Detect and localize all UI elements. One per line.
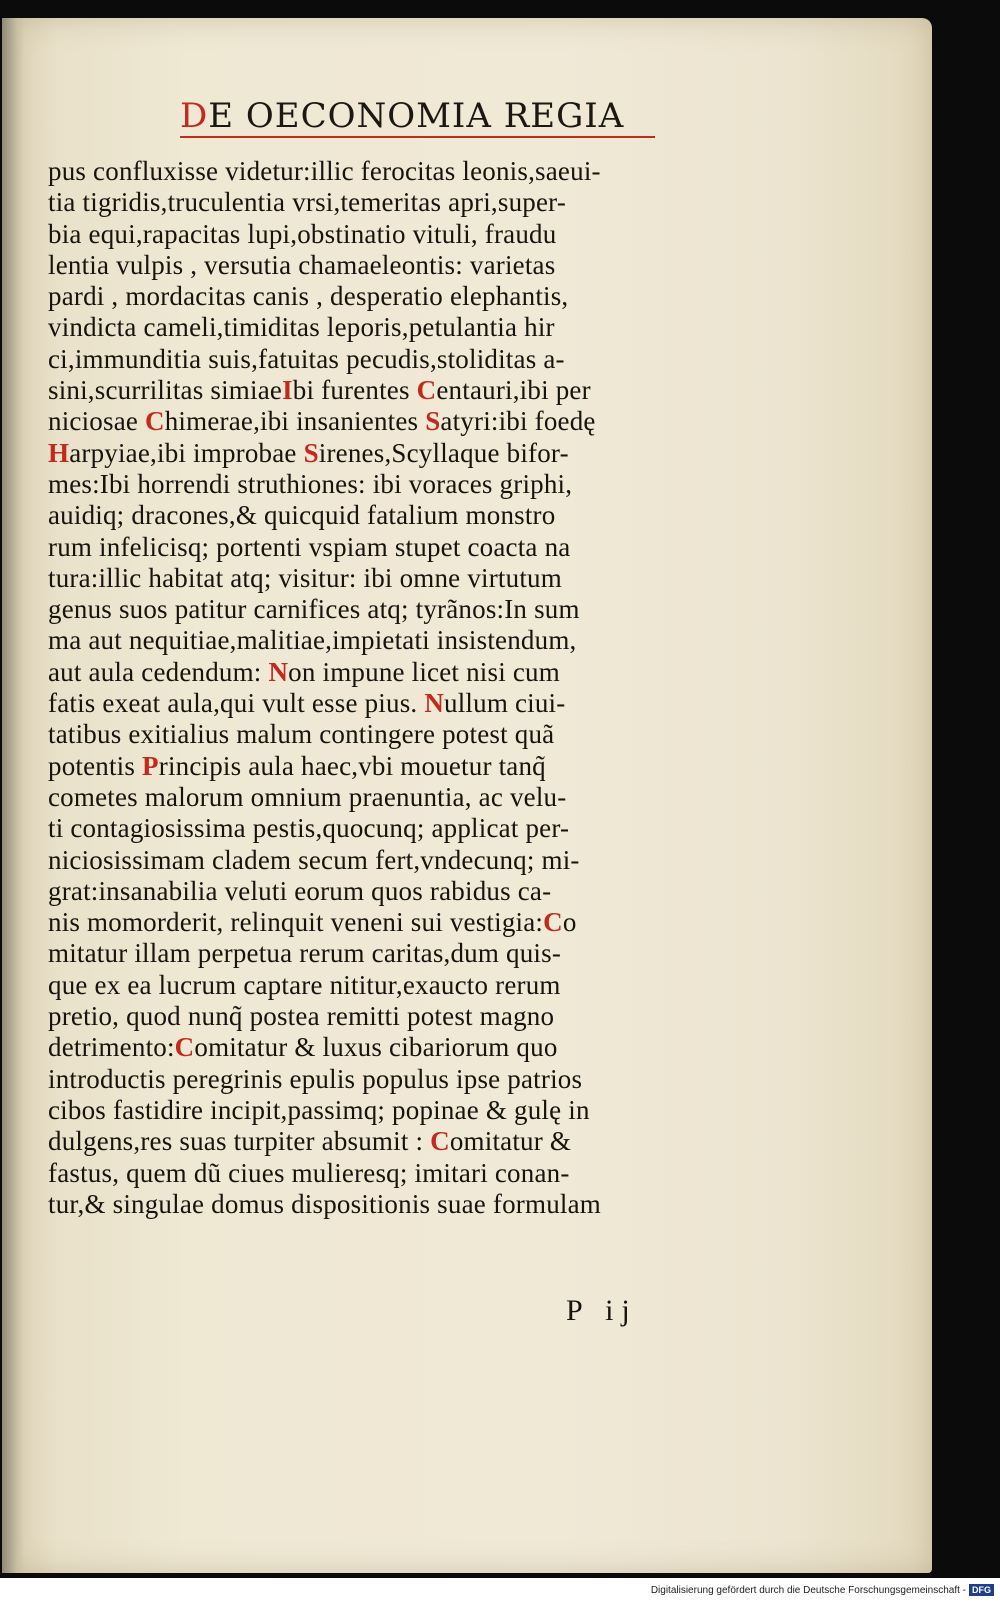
digitization-credit bbox=[651, 1584, 994, 1596]
text-line bbox=[48, 813, 738, 844]
running-head bbox=[180, 96, 650, 136]
text-line bbox=[48, 1032, 738, 1063]
text-segment: entauri,ibi per bbox=[436, 375, 591, 406]
text-line bbox=[48, 532, 738, 563]
text-line bbox=[48, 438, 738, 469]
text-line bbox=[48, 187, 738, 218]
rubricated-initial: C bbox=[145, 406, 165, 437]
text-line bbox=[48, 1189, 738, 1220]
page-gutter bbox=[2, 18, 24, 1573]
text-line bbox=[48, 625, 738, 656]
text-segment: que ex ea lucrum captare nititur,exaucto rerum bbox=[48, 969, 561, 1000]
text-line bbox=[48, 344, 738, 375]
text-line bbox=[48, 938, 738, 969]
text-segment: pus confluxisse videtur:illic ferocitas leonis,saeui bbox=[48, 156, 592, 186]
text-line bbox=[48, 500, 738, 531]
text-segment: mitatur illam perpetua rerum caritas,dum quis- bbox=[48, 938, 562, 969]
text-line bbox=[48, 657, 738, 688]
text-line bbox=[48, 1158, 738, 1189]
rubricated-initial: N bbox=[268, 656, 289, 687]
text-segment: auidiq; dracones,& quicquid fatalium monstro bbox=[48, 500, 556, 531]
text-segment: introductis peregrinis epulis populus ipse patrios bbox=[48, 1063, 583, 1094]
dfg-logo: DFG bbox=[969, 1584, 994, 1596]
text-segment: pretio, quod nunq̃ postea remitti potest magno bbox=[48, 1001, 555, 1032]
rubricated-initial: C bbox=[174, 1032, 195, 1063]
rubricated-initial: C bbox=[543, 907, 563, 938]
text-line bbox=[48, 970, 738, 1001]
text-block bbox=[48, 156, 738, 1220]
text-segment: tur,& singulae domus dispositionis suae formulam bbox=[48, 1188, 601, 1219]
text-line bbox=[48, 1064, 738, 1095]
signature-mark: P ij bbox=[566, 1294, 638, 1327]
text-segment: grat:insanabilia veluti eorum quos rabidus ca- bbox=[48, 875, 552, 906]
text-line bbox=[48, 250, 738, 281]
text-line bbox=[48, 406, 738, 437]
text-line bbox=[48, 907, 738, 938]
text-segment: tia tigridis,truculentia vrsi,temeritas apri,super- bbox=[48, 187, 567, 218]
text-segment: dulgens,res suas turpiter absumit : bbox=[48, 1126, 431, 1157]
credit-text: Digitalisierung gefördert durch die Deutsche Forschungsgemeinschaft - bbox=[650, 1585, 966, 1596]
text-segment: nis momorderit, relinquit veneni sui vestigia: bbox=[48, 907, 544, 938]
running-head-rule bbox=[180, 136, 655, 138]
text-segment: ullum ciui- bbox=[444, 688, 566, 719]
text-segment: potentis bbox=[48, 750, 143, 781]
text-segment: irenes,Scyllaque bifor- bbox=[318, 437, 569, 468]
text-segment: ma aut nequitiae,malitiae,impietati insistendum, bbox=[48, 625, 577, 656]
text-line bbox=[48, 751, 738, 782]
text-segment: omitatur & bbox=[449, 1126, 572, 1157]
text-line bbox=[48, 594, 738, 625]
text-line bbox=[48, 1001, 738, 1032]
text-segment: tura:illic habitat atq; visitur: ibi omne virtutum bbox=[48, 562, 562, 593]
text-segment: lentia vulpis , versutia chamaeleontis: varietas bbox=[48, 249, 556, 280]
text-segment: mes:Ibi horrendi struthiones: ibi voraces griphi, bbox=[48, 468, 573, 499]
text-line bbox=[48, 312, 738, 343]
text-segment: himerae,ibi insanientes bbox=[164, 406, 426, 437]
text-segment: bi furentes bbox=[292, 375, 417, 406]
text-segment: o bbox=[562, 907, 577, 938]
text-segment: sini,scurrilitas simiae bbox=[48, 375, 283, 406]
text-segment: ci,immunditia suis,fatuitas pecudis,stoliditas a- bbox=[48, 343, 565, 374]
text-segment: genus suos patitur carnifices atq; tyrãnos:In sum bbox=[48, 594, 580, 625]
text-line bbox=[48, 469, 738, 500]
text-line bbox=[48, 782, 738, 813]
text-segment: ti contagiosissima pestis,quocunq; applicat per- bbox=[48, 813, 570, 844]
text-line bbox=[48, 375, 738, 406]
text-segment: cometes malorum omnium praenuntia, ac velu- bbox=[48, 781, 567, 812]
rubricated-initial: I bbox=[282, 375, 293, 406]
text-line bbox=[48, 1126, 738, 1157]
text-line bbox=[48, 563, 738, 594]
running-head-text: E OECONOMIA REGIA bbox=[208, 96, 625, 136]
text-line bbox=[48, 876, 738, 907]
rubricated-initial: N bbox=[424, 688, 445, 719]
text-segment: niciosissimam cladem secum fert,vndecunq; mi- bbox=[48, 844, 580, 875]
text-line bbox=[48, 156, 738, 187]
text-line bbox=[48, 845, 738, 876]
rubricated-initial: P bbox=[142, 750, 159, 781]
rubricated-initial: C bbox=[430, 1126, 450, 1157]
text-segment: bia equi,rapacitas lupi,obstinatio vituli, fraudu bbox=[48, 218, 557, 249]
text-line bbox=[48, 219, 738, 250]
text-line bbox=[48, 719, 738, 750]
running-head-initial: D bbox=[180, 96, 209, 136]
text-segment: aut aula cedendum: bbox=[48, 656, 269, 687]
text-line bbox=[48, 281, 738, 312]
text-segment: rum infelicisq; portenti vspiam stupet coacta na bbox=[48, 531, 571, 562]
rubricated-initial: S bbox=[425, 406, 441, 437]
rubricated-initial: C bbox=[416, 375, 437, 406]
text-segment: pardi , mordacitas canis , desperatio elephantis, bbox=[48, 281, 569, 312]
text-segment: atyri:ibi foedę bbox=[440, 406, 596, 437]
text-segment: omitatur & luxus cibariorum quo bbox=[194, 1032, 558, 1063]
text-segment: cibos fastidire incipit,passimq; popinae & gulę in bbox=[48, 1094, 590, 1125]
text-segment: rincipis aula haec,vbi mouetur tanq̃ bbox=[158, 750, 546, 781]
text-segment: fastus, quem dũ ciues mulieresq; imitari conan- bbox=[48, 1157, 570, 1188]
text-segment: on impune licet nisi cum bbox=[288, 656, 560, 687]
rubricated-initial: S bbox=[303, 437, 319, 468]
text-segment: fatis exeat aula,qui vult esse pius. bbox=[48, 688, 425, 719]
text-segment: niciosae bbox=[48, 406, 146, 437]
text-segment: vindicta cameli,timiditas leporis,petulantia hir bbox=[48, 312, 555, 343]
text-line bbox=[48, 1095, 738, 1126]
text-segment: detrimento: bbox=[48, 1032, 175, 1063]
text-segment: - bbox=[591, 156, 601, 186]
text-segment: arpyiae,ibi improbae bbox=[69, 437, 304, 468]
rubricated-initial: H bbox=[48, 437, 70, 468]
text-line bbox=[48, 688, 738, 719]
text-segment: tatibus exitialius malum contingere potest quã bbox=[48, 719, 555, 750]
